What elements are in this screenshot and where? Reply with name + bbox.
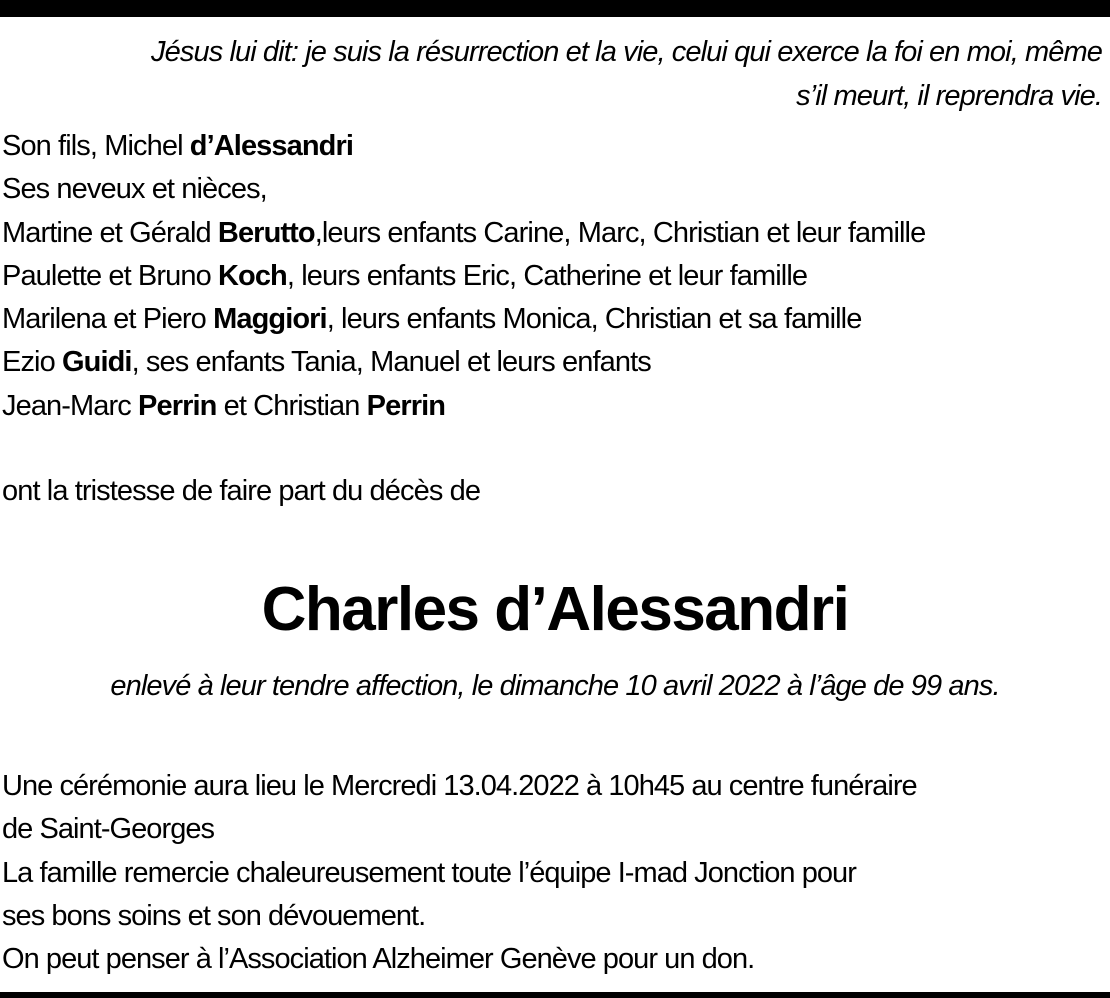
details-line: La famille remercie chaleureusement toute l’équipe I-mad Jonction pour [2,856,856,889]
family-line [2,341,1110,384]
deceased-name-heading: Charles d’Alessandri [261,575,849,644]
bottom-border-rule [0,992,1110,998]
family-line-text: Paulette et Bruno [2,259,218,292]
family-line-text: Ezio [2,346,62,379]
family-members-list [2,125,1110,428]
passing-note: enlevé à leur tendre affection, le dimanche 10 avril 2022 à l’âge de 99 ans. [110,670,1000,702]
family-line-text: , ses enfants Tania, Manuel et leurs enfants [131,346,651,379]
family-line-text: Ses neveux et nièces, [2,173,267,206]
announcement-text: ont la tristesse de faire part du décès de [2,475,481,507]
family-surname: Perrin [366,389,446,422]
details-line: ses bons soins et son dévouement. [2,899,426,932]
family-line-text: , leurs enfants Monica, Christian et sa famille [326,303,862,336]
bible-verse-line-1: Jésus lui dit: je suis la résurrection et la vie, celui qui exerce la foi en moi, même [151,36,1102,68]
details-line: de Saint-Georges [2,813,215,846]
family-line-text: Jean-Marc [2,389,139,422]
family-line-text: Martine et Gérald [2,216,218,249]
family-surname: Berutto [217,216,315,249]
bible-verse [0,30,1102,118]
family-surname: Perrin [138,389,217,422]
ceremony-details [2,765,1110,981]
family-line-text: , leurs enfants Eric, Catherine et leur famille [286,259,808,292]
details-line: On peut penser à l’Association Alzheimer Genève pour un don. [2,943,755,976]
family-line [2,212,1110,255]
family-line-text: Son fils, Michel [2,130,190,162]
family-line [2,168,1110,211]
family-line-text: et Christian [216,389,367,422]
family-line-text: Marilena et Piero [2,303,214,336]
details-line: Une cérémonie aura lieu le Mercredi 13.04.2022 à 10h45 au centre funéraire [2,770,917,802]
family-line [2,385,1110,428]
family-surname: d’Alessandri [189,130,354,162]
top-border-rule [0,0,1110,17]
bible-verse-line-2: s’il meurt, il reprendra vie. [796,80,1102,112]
family-line-text: ,leurs enfants Carine, Marc, Christian et leur famille [314,216,926,249]
family-line [2,255,1110,298]
family-surname: Maggiori [213,303,327,336]
family-line [2,125,1110,168]
family-surname: Guidi [61,346,132,379]
family-surname: Koch [217,259,287,292]
family-line [2,298,1110,341]
